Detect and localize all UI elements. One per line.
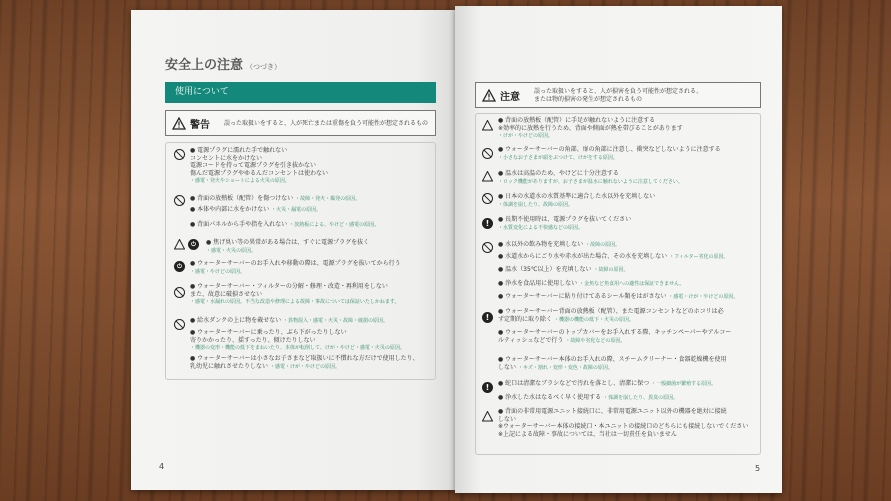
list-item: ● ウォーターサーバーのトップカバーをお手入れする際、キッチンペーパーやアルコー ルティッシュなどで行う ・故障や劣化などの原因。 — [498, 329, 732, 344]
caution-title: 注意 — [500, 92, 520, 103]
prohibited-icon — [174, 287, 185, 298]
list-item: ● 背面の放熱板（配管）に手足が触れないように注意する ※効率的に放熱を行うため、背面や側面が熱を帯びることがあります ・けが・やけどの原因。 — [498, 117, 683, 140]
warning-triangle-icon — [172, 117, 186, 130]
list-item: ● 日本の水道水の水質基準に適合した水以外を充填しない ・体調を崩したり、故障の原因。 — [498, 193, 656, 208]
list-item: ● 温水（35℃以上）を充填しない ・故障の原因。 — [498, 266, 629, 273]
list-item: ● 長期不使用時は、電源プラグを抜いてください ・水質変化による不快感などの原因。 — [498, 216, 632, 231]
list-item: ● 水道水からにごり水や赤水が出た場合、その水を充填しない ・フィルター劣化の原因。 — [498, 253, 729, 260]
section-banner: 使用について — [165, 82, 436, 103]
page-number: 4 — [159, 462, 165, 471]
hot-surface-icon — [174, 239, 185, 250]
list-item: ● 背面の非常用電源ユニット接続口に、非常用電源ユニット以外の機器を絶対に接続 しない ※ウォーターサーバー本体の接続口・本ユニットの接続口のどちらにも接続しないでください ※上記による故障・事故については、当社は一切責任を負いません — [498, 408, 749, 438]
prohibited-icon — [174, 319, 185, 330]
prohibited-icon — [174, 195, 185, 206]
warning-title: 警告 — [190, 120, 210, 131]
list-item: ● ウォーターサーバーの角部、扉の角部に注意し、衝突などしないように注意する ・小さなお子さまが頭をぶつけて、けがをする原因。 — [498, 146, 721, 161]
unplug-icon: ⏻ — [174, 261, 185, 272]
caution-box — [475, 82, 761, 108]
warning-list — [165, 142, 436, 380]
list-item: ● 水以外の飲み物を充填しない ・故障の原因。 — [498, 241, 621, 248]
list-item: ● 浄水を食品用に使用しない ・金魚など魚食用への適性は保証できません。 — [498, 280, 685, 287]
list-item: ● 浄水した水はなるべく早く使用する ・体調を崩したり、異臭の原因。 — [498, 394, 679, 401]
prohibited-icon — [482, 193, 493, 204]
caution-description: 誤った取扱いをすると、人が損害を負う可能性が想定される、 または物的損害の発生が想定されるもの — [534, 88, 703, 103]
list-item: ● 背面パネルから手や指を入れない ・放熱板による、やけど・感電の原因。 — [190, 221, 380, 228]
mandatory-icon: ! — [482, 382, 493, 393]
list-item: ● 蛇口は清潔なブラシなどで汚れを落とし、清潔に保つ ・一般細菌が繁殖する原因。 — [498, 380, 717, 387]
right-page — [455, 6, 782, 493]
mandatory-icon: ! — [482, 218, 493, 229]
list-item: ● ウォーターサーバー背面の放熱板（配管）、また電源コンセントなどのホコリは必 ず定期的に取り除く ・機器の機能の低下・火災の原因。 — [498, 308, 724, 323]
list-item: ● 温水は高温のため、やけどに十分注意する ・ロック機能がありますが、お子さまが温水に触れないように注意してください。 — [498, 170, 683, 185]
caution-list — [475, 113, 761, 455]
list-item: ● ウォーターサーバーのお手入れや移動の際は、電源プラグを抜いてから行う ・感電・やけどの原因。 — [190, 260, 401, 275]
prohibited-icon — [482, 242, 493, 253]
list-item: ● 本体や内部に水をかけない ・火災・漏電の原因。 — [190, 206, 322, 213]
list-item: ● ウォーターサーバー本体のお手入れの際、スチームクリーナー・食器乾燥機を使用 しない ・キズ・割れ・変形・変色・故障の原因。 — [498, 356, 727, 371]
hot-surface-icon — [482, 120, 493, 131]
list-item: ● ウォーターサーバーは小さなお子さまなど取扱いに不慣れな方だけで使用したり、 乳幼児に触れさせたりしない ・感電・けが・やけどの原因。 — [190, 355, 419, 370]
list-item: ● ウォーターサーバー・フィルターの分解・修理・改造・再利用をしない また、故意に破損させない ・感電・水漏れの原因。不当な改造や修理による故障・事故については保証いたしかねます。 — [190, 283, 400, 306]
warning-box — [165, 110, 436, 136]
caution-triangle-icon — [482, 171, 493, 182]
list-item: ● 焦げ臭い等の異常がある場合は、すぐに電源プラグを抜く ・感電・火災の原因。 — [206, 239, 370, 254]
list-item: ● ウォーターサーバーに貼り付けてあるシール類をはがさない ・感電・けが・やけどの原因。 — [498, 293, 739, 300]
unplug-icon: ⏻ — [188, 239, 199, 250]
prohibited-icon — [174, 149, 185, 160]
warning-description: 誤った取扱いをすると、人が死亡または重傷を負う可能性が想定されるもの — [224, 120, 429, 127]
caution-triangle-icon — [482, 411, 493, 422]
page-number: 5 — [755, 464, 761, 473]
page-heading: 安全上の注意 （つづき） — [165, 58, 282, 73]
mandatory-icon: ! — [482, 312, 493, 323]
list-item: ● ウォーターサーバーに乗ったり、ぶら下がったりしない 寄りかかったり、揺すったり、傾けたりしない ・機器の変形・機能の低下をまねいたり、本体が転倒して、けが・やけど・感電・火災の原因。 — [190, 329, 405, 352]
left-page — [131, 10, 455, 490]
list-item: ● 電源プラグに濡れた手で触れない コンセントに水をかけない 電源コードを持って電源プラグを引き抜かない 傷んだ電源プラグやゆるんだコンセントは使わない ・感電・発火やショートによる火災の原因。 — [190, 147, 329, 185]
list-item: ● 背面の放熱板（配管）を傷つけない ・故障・発火・爆発の原因。 — [190, 195, 361, 202]
caution-triangle-icon — [482, 89, 496, 102]
list-item: ● 給水ダンクの上に物を載せない ・異物混入・感電・火災・故障・破損の原因。 — [190, 317, 389, 324]
prohibited-icon — [482, 148, 493, 159]
